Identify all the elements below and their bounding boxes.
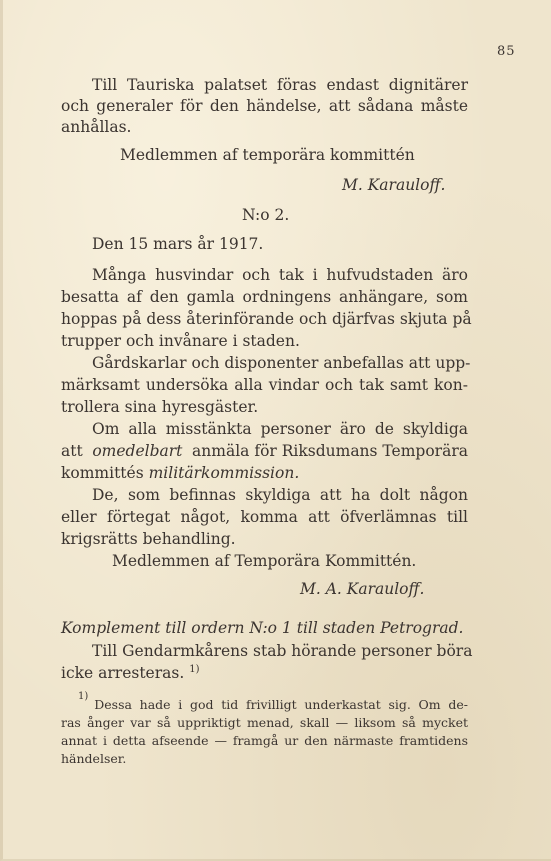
- text-run: anmäla för Riksdumans Temporära: [192, 442, 468, 460]
- text-line: Medlemmen af Temporära Kommittén.: [112, 552, 417, 570]
- text-line: De, som befinnas skyldiga att ha dolt någon: [92, 486, 468, 504]
- text-line: [61, 442, 468, 461]
- text-line: trupper och invånare i staden.: [61, 332, 300, 350]
- emphasis-run: militärkommission.: [148, 464, 300, 482]
- text-line: eller förtegat något, komma att öfverlämnas till: [61, 508, 468, 526]
- text-line: Gårdskarlar och disponenter anbefallas att upp-: [92, 354, 471, 372]
- signature-line: M. A. Karauloff.: [300, 580, 425, 598]
- footnote-line: händelser.: [61, 751, 127, 766]
- text-line: Till Gendarmkårens stab hörande personer böra: [92, 642, 473, 660]
- footnote-line: ras ånger var så uppriktigt menad, skall — liksom så mycket: [61, 715, 468, 730]
- text-run: icke arresteras.: [61, 664, 185, 682]
- text-line: krigsrätts behandling.: [61, 530, 236, 548]
- text-line: [61, 664, 199, 683]
- text-line: märksamt undersöka alla vindar och tak samt kon-: [61, 376, 468, 394]
- text-line: Många husvindar och tak i hufvudstaden äro: [92, 266, 468, 284]
- emphasis-run: omedelbart: [92, 442, 183, 460]
- section-heading: Komplement till ordern N:o 1 till staden Petrograd.: [61, 619, 464, 637]
- date-line: Den 15 mars år 1917.: [92, 235, 264, 253]
- text-run: att: [61, 442, 83, 460]
- text-line: Till Tauriska palatset föras endast dignitärer: [92, 76, 468, 94]
- text-line: besatta af den gamla ordningens anhängare, som: [61, 288, 468, 306]
- order-number: N:o 2.: [242, 206, 290, 224]
- text-line: trollera sina hyresgäster.: [61, 398, 259, 416]
- footnote-marker: 1): [78, 691, 89, 702]
- text-line: [61, 464, 299, 483]
- footnote-reference: 1): [189, 663, 200, 675]
- signature-line: M. Karauloff.: [342, 176, 446, 194]
- text-line: och generaler för den händelse, att sådana måste: [61, 97, 468, 115]
- footnote-text: Dessa hade i god tid frivilligt underkastat sig. Om de-: [94, 697, 468, 712]
- footnote-line: [78, 691, 468, 713]
- text-line: hoppas på dess återinförande och djärfvas skjuta på: [61, 310, 472, 328]
- text-line: Medlemmen af temporära kommittén: [120, 146, 415, 164]
- text-run: kommittés: [61, 464, 144, 482]
- page-number: 85: [497, 44, 516, 59]
- text-line: Om alla misstänkta personer äro de skyldiga: [92, 420, 468, 438]
- text-line: anhållas.: [61, 118, 132, 136]
- footnote-line: annat i detta afseende — framgå ur den närmaste framtidens: [61, 733, 468, 748]
